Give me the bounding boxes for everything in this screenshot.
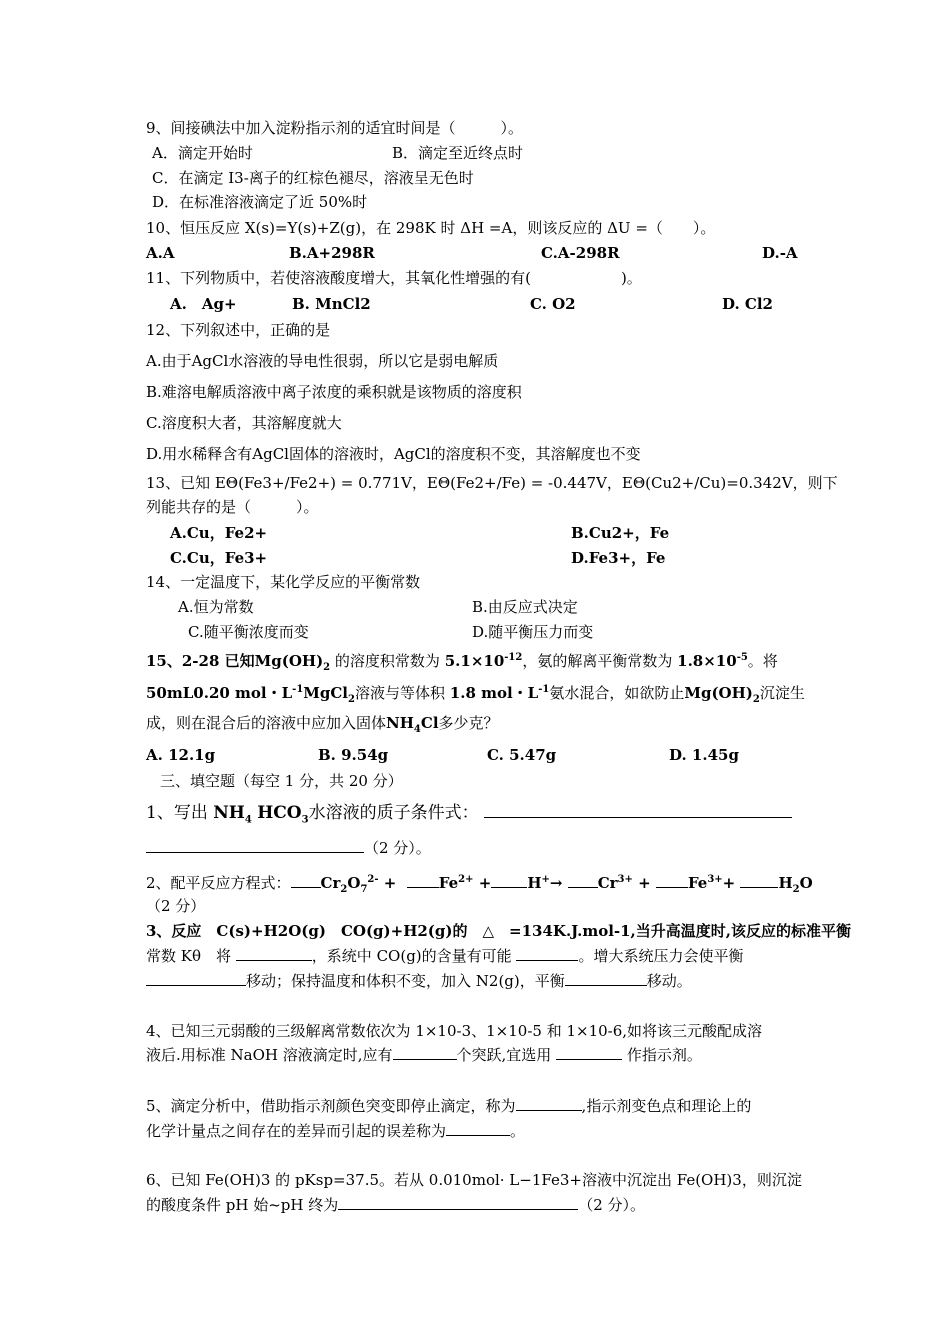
f2-plus4: + [722,874,736,892]
q15-text8: 多少克？ [438,714,499,732]
q15-line3: 成，则在混合后的溶液中应加入固体$NH_4Cl$多少克？ [146,714,499,735]
f4-text1: 液后.用标准 NaOH 溶液滴定时,应有 [146,1046,393,1064]
q9-option-c: C．在滴定 I3-离子的红棕色褪尽，溶液呈无色时 [152,169,474,187]
q10-stem: 10、恒压反应 X(s)=Y(s)+Z(g)，在 298K 时 ΔH =A，则该反应的 ΔU =（ ）。 [146,219,716,237]
f2-plus2: + [478,874,492,892]
f2-fe3-charge: 3+ [707,874,723,885]
f6-score: （2 分）。 [578,1196,646,1214]
f5-blank-1[interactable] [516,1096,582,1111]
f1-prefix: 1、写出 [146,803,208,823]
q13-stem-line2: 列能共存的是（ ）。 [146,498,319,516]
f3-blank-3[interactable] [146,971,246,986]
q15-nh: NH [386,714,414,732]
f4-blank-1[interactable] [393,1045,457,1060]
q10-option-d: D.-A [762,244,798,262]
q14-stem: 14、一定温度下，某化学反应的平衡常数 [146,573,421,591]
q15-text1: 的溶度积常数为 [334,652,440,670]
q15-option-a: A. 12.1g [146,746,216,764]
q9-option-b: B．滴定至近终点时 [392,144,524,162]
q15-text7: 成，则在混合后的溶液中应加入固体 [146,714,387,732]
f2-arrow: → [549,874,563,892]
q12-stem: 12、下列叙述中，正确的是 [146,321,331,339]
q13-option-c: C.Cu，Fe3+ [170,549,268,567]
q15-option-b: B. 9.54g [318,746,389,764]
f3-text2: ，系统中 CO(g)的含量有可能 [311,947,512,965]
f1-score: （2 分）。 [364,839,431,857]
section-title: 三、填空题（每空 1 分，共 20 分） [160,772,403,790]
q10-option-c: C.A-298R [541,244,620,262]
q13-option-b: B.Cu2+，Fe [571,524,670,542]
f2-h-charge: + [541,874,550,885]
f2-blank-6[interactable] [740,873,778,888]
f3-text3: 。增大系统压力会使平衡 [578,947,744,965]
q14-option-a: A.恒为常数 [178,598,254,616]
f1-line2 [146,838,431,858]
f4-blank-2[interactable] [556,1045,622,1060]
q15-conc2: 1.8 mol・L [449,684,539,702]
f3-blank-2[interactable] [516,946,578,961]
f6-text1: 的酸度条件 pH 始~pH 终为 [146,1196,339,1214]
q13-option-d: D.Fe3+，Fe [571,549,666,567]
f1-blank-2[interactable] [146,838,364,853]
f4-line2 [146,1045,702,1065]
f2-line1: 2、配平反应方程式： $Cr_2O_7^{2-} + Fe^{2+} + H^+\to Cr^{3+} + Fe^{3+}+ H_2O$ [146,874,813,895]
f3-blank-4[interactable] [565,971,647,986]
f2-h: H [527,874,542,892]
f2-cr3: Cr [597,874,618,892]
q10-option-b: B.A+298R [289,244,375,262]
q15-mgoh: Mg(OH) [254,652,324,670]
q15-conc1: 50mL0.20 mol・L [146,684,293,702]
f1-line1: 1、写出 $NH_4$ $HCO_3$水溶液的质子条件式： [146,803,792,823]
f2-blank-3[interactable] [491,873,527,888]
q11-option-b: B. MnCl2 [292,295,371,313]
q12-option-c: C.溶度积大者，其溶解度就大 [146,414,342,432]
q11-option-a: A. Ag+ [170,295,237,313]
q15-text4: 溶液与等体积 [354,684,445,702]
f5-blank-2[interactable] [446,1121,510,1136]
f3-line3 [146,971,692,991]
f2-fe2: Fe [438,874,459,892]
q15-text3: 。将 [747,652,778,670]
q14-option-d: D.随平衡压力而变 [472,623,594,641]
f6-line2 [146,1195,645,1215]
f4-line1: 4、已知三元弱酸的三级解离常数依次为 1×10-3、1×10-5 和 1×10-6,如将该三元酸配成溶 [146,1022,763,1040]
f2-charge: 2- [367,874,379,885]
f5-text1: 5、滴定分析中，借助指示剂颜色突变即停止滴定，称为 [146,1097,516,1115]
q11-option-d: D. Cl2 [722,295,773,313]
q9-option-d: D．在标准溶液滴定了近 50%时 [152,193,368,211]
f5-line1 [146,1096,751,1116]
f2-water-o: O [799,874,813,892]
f5-text3: 化学计量点之间存在的差异而引起的误差称为 [146,1122,447,1140]
f4-text2: 个突跃,宜选用 [456,1046,552,1064]
q12-option-b: B.难溶电解质溶液中离子浓度的乘积就是该物质的溶度积 [146,383,522,401]
q15-option-d: D. 1.45g [669,746,739,764]
f3-line1: 3、反应 C(s)+H2O(g) CO(g)+H2(g)的 △ =134K.J.mol-1,当升高温度时,该反应的标准平衡 [146,922,852,940]
q13-option-a: A.Cu，Fe2+ [170,524,268,542]
f6-line1: 6、已知 Fe(OH)3 的 pKsp=37.5。若从 0.010mol· L−1Fe3+溶液中沉淀出 Fe(OH)3，则沉淀 [146,1171,802,1189]
q15-cl: Cl [420,714,439,732]
q11-option-c: C. O2 [530,295,576,313]
f2-fe2-charge: 2+ [458,874,474,885]
f2-blank-2[interactable] [407,873,439,888]
f2-score: （2 分） [146,897,206,915]
q15-ksp: 5.1×10 [444,652,505,670]
f2-plus3: + [638,874,651,892]
f3-blank-1[interactable] [236,946,312,961]
q15-prefix: 15、2-28 已知 [146,652,255,670]
f3-text5: 移动。 [646,972,692,990]
q15-mgcl: MgCl [303,684,349,702]
f4-text3: 作指示剂。 [626,1046,702,1064]
q14-option-c: C.随平衡浓度而变 [188,623,309,641]
q15-text2: ，氨的解离平衡常数为 [522,652,673,670]
q11-stem: 11、下列物质中，若使溶液酸度增大，其氧化性增强的有( )。 [146,269,642,287]
q15-kb-exp: -5 [736,652,748,663]
f1-nh: NH [213,803,245,823]
f2-fe3: Fe [687,874,708,892]
f2-o: O [347,874,361,892]
q15-line2: 50mL0.20 mol・$L^{-1}MgCl_2$溶液与等体积 1.8 mol・$L^{-1}$氨水混合，如欲防止$Mg(OH)_2$沉淀生 [146,684,805,705]
f2-cr: Cr [320,874,341,892]
f1-blank-1[interactable] [484,803,792,818]
q15-text5: 氨水混合，如欲防止 [549,684,685,702]
f2-blank-5[interactable] [656,873,688,888]
f3-text4: 移动；保持温度和体积不变，加入 N2(g)，平衡 [246,972,565,990]
f2-plus1: + [383,874,397,892]
f2-water-h: H [778,874,793,892]
q15-conc1-exp: -1 [292,684,304,695]
f6-blank[interactable] [338,1195,578,1210]
q15-line1: 15、2-28 已知$Mg(OH)_2$ 的溶度积常数为 $5.1\times 10^{-12}$，氨的解离平衡常数为 $1.8\times 10^{-5}$。将 [146,652,778,673]
q9-option-a: A．滴定开始时 [152,144,253,162]
q9-stem: 9、间接碘法中加入淀粉指示剂的适宜时间是（ ）。 [146,119,524,137]
f2-blank-4[interactable] [568,873,598,888]
f2-blank-1[interactable] [291,873,321,888]
f2-prefix: 2、配平反应方程式： [146,874,291,892]
q13-stem-line1: 13、已知 EΘ(Fe3+/Fe2+) = 0.771V，EΘ(Fe2+/Fe) = -0.447V，EΘ(Cu2+/Cu)=0.342V，则下 [146,474,838,492]
q12-option-d: D.用水稀释含有AgCl固体的溶液时，AgCl的溶度积不变，其溶解度也不变 [146,445,641,463]
f2-cr3-charge: 3+ [617,874,633,885]
q15-ksp-exp: -12 [504,652,523,663]
q15-option-c: C. 5.47g [487,746,557,764]
q12-option-a: A.由于AgCl水溶液的导电性很弱，所以它是弱电解质 [146,352,499,370]
f1-hco: HCO [257,803,302,823]
q10-option-a: A.A [146,244,175,262]
f5-text2: ,指示剂变色点和理论上的 [581,1097,752,1115]
f1-text: 水溶液的质子条件式： [308,803,479,823]
q15-kb: 1.8×10 [677,652,737,670]
q14-option-b: B.由反应式决定 [472,598,578,616]
f3-line2 [146,946,743,966]
f5-text4: 。 [510,1122,526,1140]
q15-mgoh-2: Mg(OH) [684,684,753,702]
q15-text6: 沉淀生 [759,684,805,702]
f3-text1: 常数 Kθ 将 [146,947,232,965]
f5-line2 [146,1121,525,1141]
